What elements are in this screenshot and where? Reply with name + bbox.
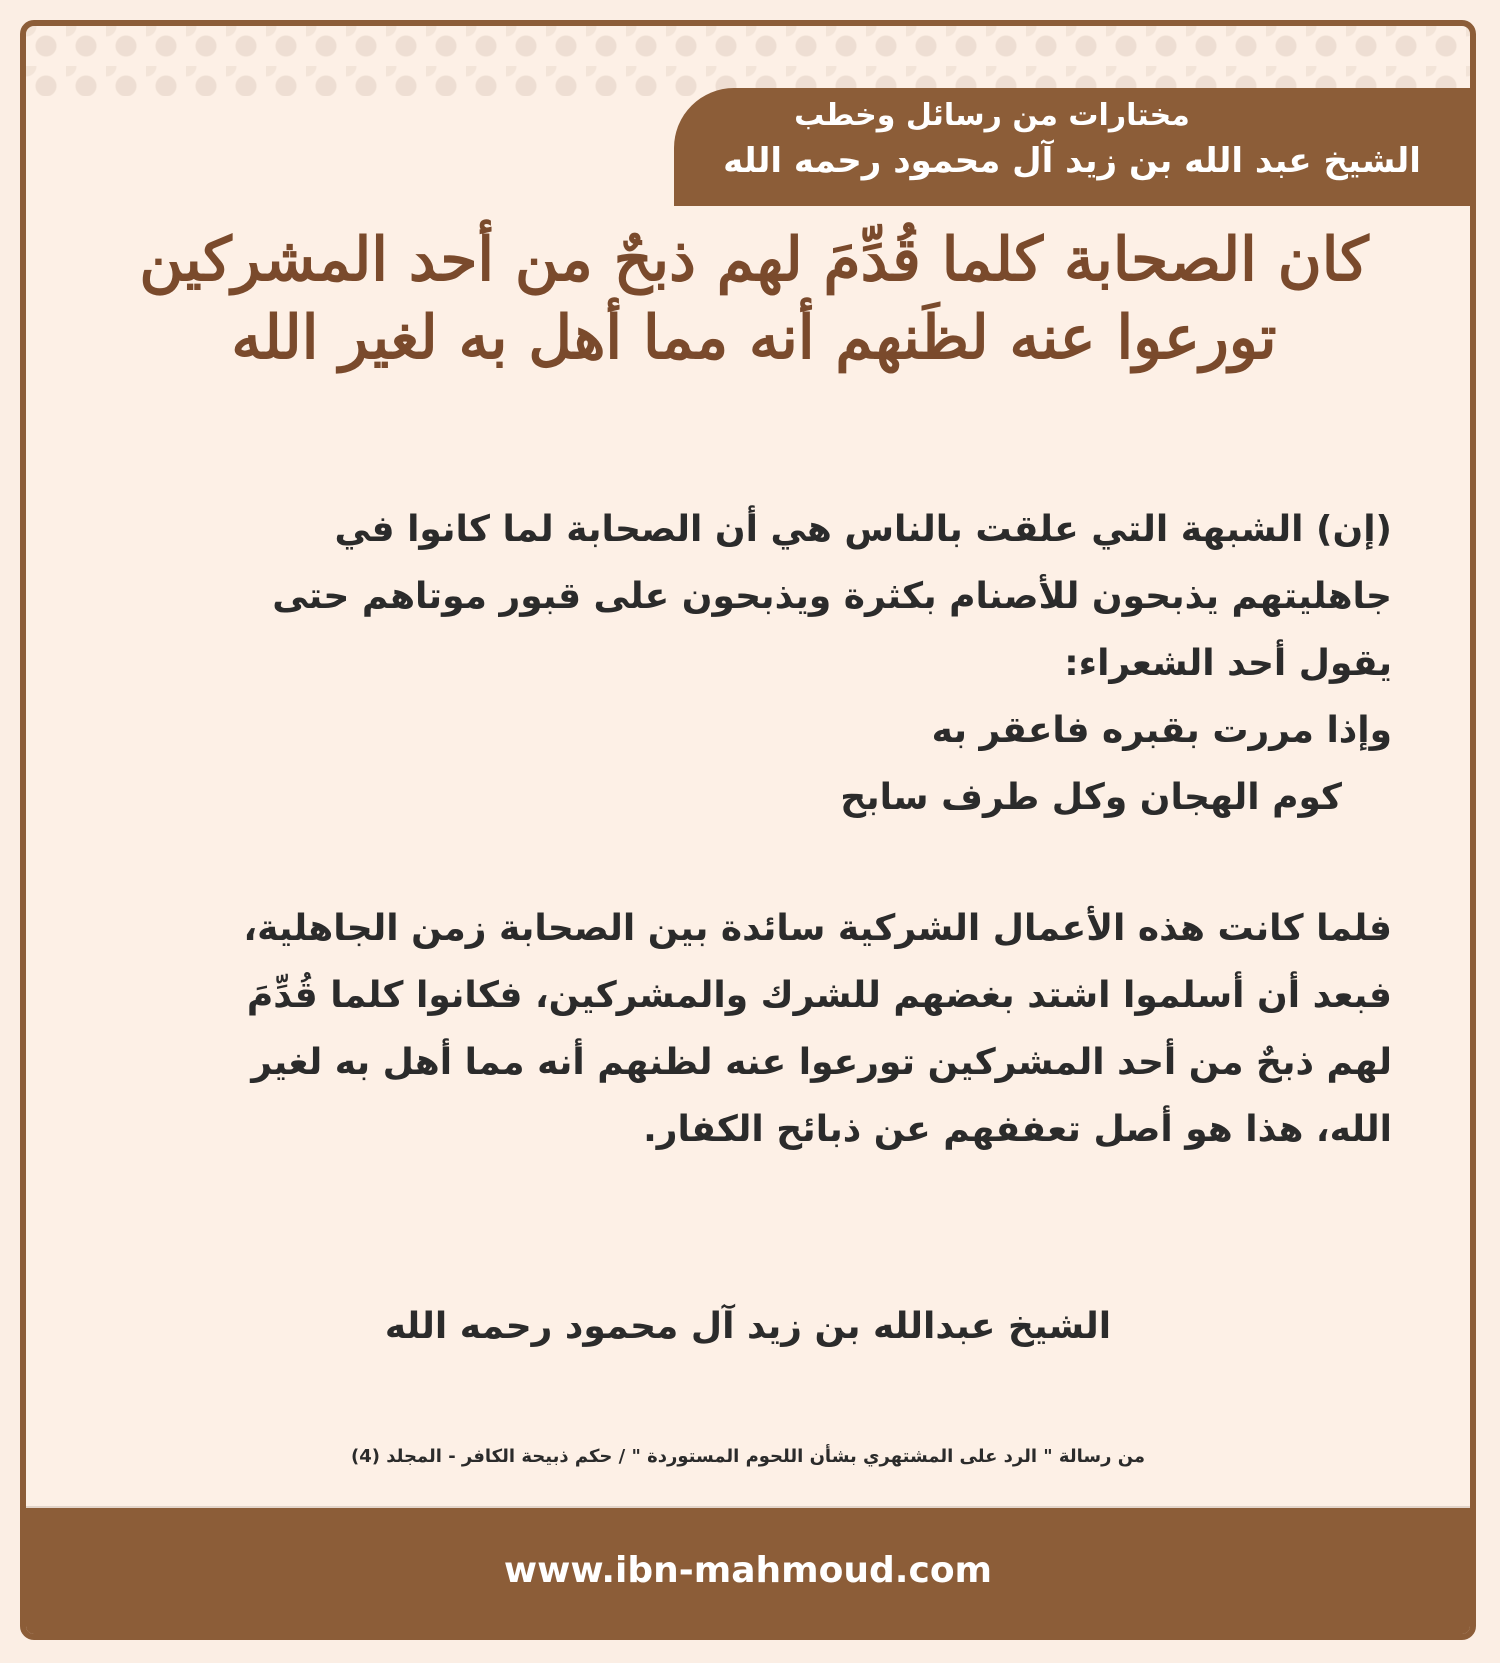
article-body: [172, 496, 1392, 1163]
decorative-pattern: [26, 26, 1470, 96]
paragraph-1: (إن) الشبهة التي علقت بالناس هي أن الصحابة لما كانوا في جاهليتهم يذبحون للأصنام بكثرة ويذبحون على قبور موتاهم حتى يقول أحد الشعراء:: [272, 509, 1392, 684]
header-author: الشيخ عبد الله بن زيد آل محمود رحمه الله: [723, 141, 1421, 181]
source-citation: من رسالة " الرد على المشتهري بشأن اللحوم المستوردة " / حكم ذبيحة الكافر - المجلد (4): [350, 1446, 1146, 1467]
footer-banner: [26, 1508, 1470, 1634]
header-subtitle: مختارات من رسائل وخطب: [794, 98, 1190, 133]
paragraph-2: فلما كانت هذه الأعمال الشركية سائدة بين الصحابة زمن الجاهلية، فبعد أن أسلموا اشتد بغضهم للشرك والمشركين، فكانوا كلما قُدِّمَ لهم ذبحٌ من أحد المشركين تورعوا عنه لظنهم أنه مما أهل به لغير الله، هذا هو أصل تعففهم عن ذبائح الكفار.: [243, 908, 1392, 1150]
header-banner: [674, 88, 1470, 206]
signature: الشيخ عبدالله بن زيد آل محمود رحمه الله: [384, 1306, 1112, 1347]
poem-line-1: وإذا مررت بقبره فاعقر به: [931, 710, 1392, 751]
poem-line-2: كوم الهجان وكل طرف سابح: [840, 777, 1342, 818]
page-title: كان الصحابة كلما قُدِّمَ لهم ذبحٌ من أحد المشركين تورعوا عنه لظَنهم أنه مما أهل به لغير الله: [139, 225, 1369, 373]
website-link[interactable]: www.ibn-mahmoud.com: [503, 1550, 993, 1591]
card-frame: [20, 20, 1476, 1640]
